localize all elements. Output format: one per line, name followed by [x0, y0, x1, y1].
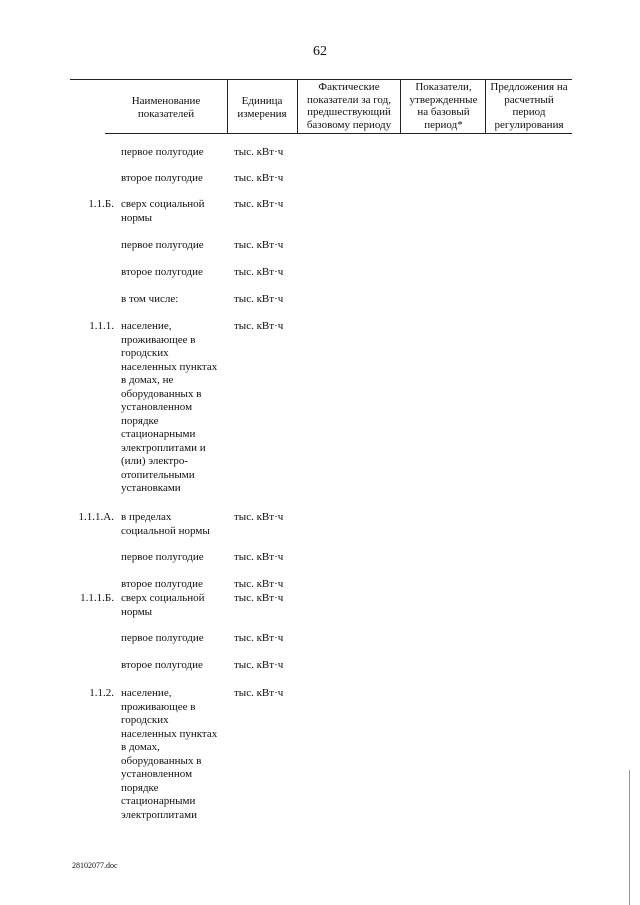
row-unit: тыс. кВт·ч	[234, 172, 284, 184]
row-number: 1.1.1.	[89, 320, 114, 332]
row-unit: тыс. кВт·ч	[234, 687, 284, 699]
row-number: 1.1.1.Б.	[80, 592, 114, 604]
row-unit: тыс. кВт·ч	[234, 146, 284, 158]
row-number: 1.1.2.	[89, 687, 114, 699]
row-unit: тыс. кВт·ч	[234, 320, 284, 332]
page-number: 62	[313, 44, 327, 59]
header-actual: Фактические показатели за год, предшествующий базовому периоду	[306, 81, 392, 131]
row-name: население, проживающее в городских населенных пунктах в домах, оборудованных в установленном порядке стационарными электроплитами	[121, 687, 218, 821]
row-unit: тыс. кВт·ч	[234, 198, 284, 210]
footer-filename: 28102077.doc	[72, 861, 118, 870]
column-divider	[227, 79, 228, 134]
row-number: 1.1.Б.	[88, 198, 114, 210]
row-unit: тыс. кВт·ч	[234, 659, 284, 671]
row-name: в пределах социальной нормы	[121, 511, 210, 537]
column-divider	[485, 79, 486, 134]
row-name: первое полугодие	[121, 146, 204, 158]
row-number: 1.1.1.А.	[78, 511, 114, 523]
row-name: второе полугодие	[121, 172, 203, 184]
row-name: в том числе:	[121, 293, 179, 305]
row-unit: тыс. кВт·ч	[234, 578, 284, 590]
row-name: первое полугодие	[121, 551, 204, 563]
row-name: сверх социальной нормы	[121, 592, 205, 618]
scan-edge-line	[629, 770, 630, 905]
row-name: сверх социальной нормы	[121, 198, 205, 224]
row-unit: тыс. кВт·ч	[234, 511, 284, 523]
row-name: население, проживающее в городских населенных пунктах в домах, не оборудованных в установленном порядке стационарными электроплитами и (или) электро-отопительными установками	[121, 320, 218, 494]
row-unit: тыс. кВт·ч	[234, 551, 284, 563]
header-name: Наименование показателей	[131, 95, 201, 120]
row-unit: тыс. кВт·ч	[234, 293, 284, 305]
row-unit: тыс. кВт·ч	[234, 239, 284, 251]
row-name: первое полугодие	[121, 239, 204, 251]
header-bottom-rule	[105, 133, 572, 134]
header-approved: Показатели, утвержденные на базовый период*	[409, 81, 478, 131]
row-name: второе полугодие	[121, 578, 203, 590]
row-unit: тыс. кВт·ч	[234, 632, 284, 644]
column-divider	[400, 79, 401, 134]
row-unit: тыс. кВт·ч	[234, 266, 284, 278]
row-name: второе полугодие	[121, 659, 203, 671]
row-unit: тыс. кВт·ч	[234, 592, 284, 604]
row-name: первое полугодие	[121, 632, 204, 644]
header-proposals: Предложения на расчетный период регулирования	[490, 81, 568, 131]
column-divider	[297, 79, 298, 134]
header-unit: Единица измерения	[237, 95, 287, 120]
table-top-rule	[70, 79, 572, 80]
row-name: второе полугодие	[121, 266, 203, 278]
